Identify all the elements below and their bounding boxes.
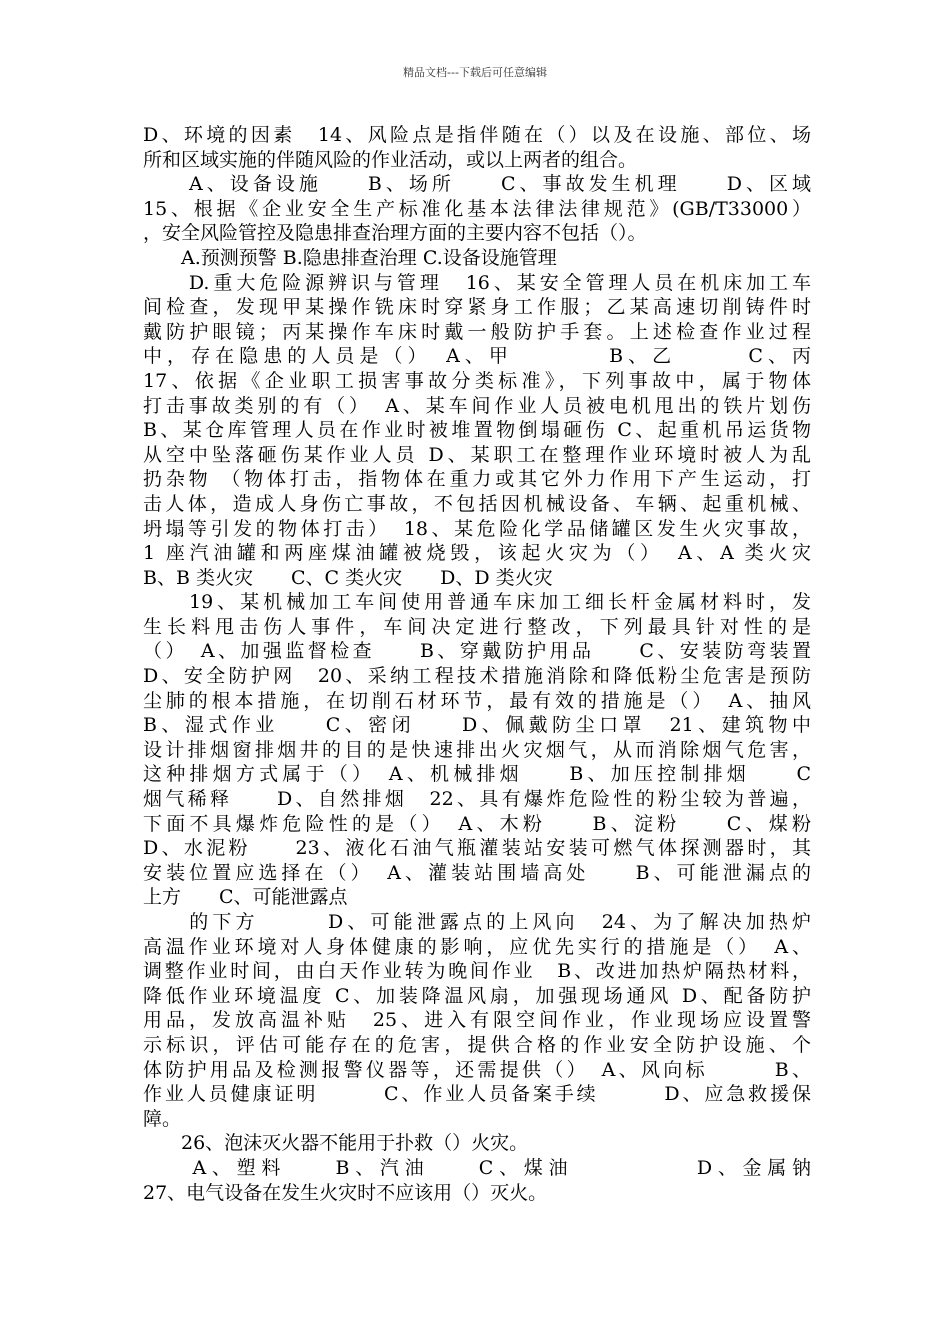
text-line: 调整作业时间，由白天作业转为晚间作业 B、改进加热炉隔热材料， xyxy=(143,960,811,983)
text-line: 间检查，发现甲某操作铣床时穿紧身工作服；乙某高速切削铸件时 xyxy=(143,296,811,319)
page-header: 精品文档---下载后可任意编辑 xyxy=(403,66,547,79)
text-line: 27、电气设备在发生火灾时不应该用（）灭火。 xyxy=(143,1181,548,1204)
text-line: 扔杂物 （物体打击，指物体在重力或其它外力作用下产生运动，打 xyxy=(143,468,811,491)
document-body xyxy=(143,123,811,1205)
text-line: 坍塌等引发的物体打击） 18、某危险化学品储罐区发生火灾事故， xyxy=(143,517,811,540)
text-line: D、安全防护网 20、采纳工程技术措施消除和降低粉尘危害是预防 xyxy=(143,665,811,688)
text-line: 安装位置应选择在（） A、灌装站围墙高处 B、可能泄漏点的 xyxy=(143,861,811,884)
text-line: 设计排烟窗排烟井的目的是快速排出火灾烟气，从而消除烟气危害， xyxy=(143,738,811,761)
text-line: A.预测预警 B.隐患排查治理 C.设备设施管理 xyxy=(143,246,557,269)
text-line: 生长料甩击伤人事件，车间决定进行整改，下列最具针对性的是 xyxy=(143,615,811,638)
text-line: 体防护用品及检测报警仪器等，还需提供（） A、风向标 B、 xyxy=(143,1058,811,1081)
text-line: 从空中坠落砸伤某作业人员 D、某职工在整理作业环境时被人为乱 xyxy=(143,443,811,466)
text-line: A、塑料 B、汽油 C、煤油 D、金属钠 xyxy=(143,1156,811,1179)
text-line: 示标识，评估可能存在的危害，提供合格的作业安全防护设施、个 xyxy=(143,1033,811,1056)
text-line: 障。 xyxy=(143,1107,182,1130)
text-line: A、设备设施 B、场所 C、事故发生机理 D、区域 xyxy=(143,173,811,196)
text-line: 15、根据《企业安全生产标准化基本法律法律规范》(GB/T33000） xyxy=(143,197,811,220)
text-line: 下面不具爆炸危险性的是（） A、木粉 B、淀粉 C、煤粉 xyxy=(143,812,811,835)
text-line: 17、依据《企业职工损害事故分类标准》，下列事故中，属于物体 xyxy=(143,369,811,392)
text-line: 中，存在隐患的人员是（） A、甲 B、乙 C、丙 xyxy=(143,345,811,368)
text-line: （） A、加强监督检查 B、穿戴防护用品 C、安装防弯装置 xyxy=(143,640,811,663)
text-line: ，安全风险管控及隐患排查治理方面的主要内容不包括（）。 xyxy=(143,222,647,245)
text-line: B、B 类火灾 C、C 类火灾 D、D 类火灾 xyxy=(143,566,553,589)
text-line: 戴防护眼镜；丙某操作车床时戴一般防护手套。上述检查作业过程 xyxy=(143,320,811,343)
text-line: D、水泥粉 23、液化石油气瓶灌装站安装可燃气体探测器时，其 xyxy=(143,837,811,860)
text-line: 上方 C、可能泄露点 xyxy=(143,886,348,909)
text-line: 的下方 D、可能泄露点的上风向 24、为了解决加热炉 xyxy=(143,911,811,933)
text-line: D.重大危险源辨识与管理 16、某安全管理人员在机床加工车 xyxy=(143,271,811,294)
text-line: 烟气稀释 D、自然排烟 22、具有爆炸危险性的粉尘较为普遍， xyxy=(143,788,811,811)
text-line: 降低作业环境温度 C、加装降温风扇，加强现场通风 D、配备防护 xyxy=(143,984,811,1007)
text-line: 尘肺的根本措施，在切削石材环节，最有效的措施是（） A、抽风 xyxy=(143,689,811,712)
text-line: 所和区域实施的伴随风险的作业活动，或以上两者的组合。 xyxy=(143,148,638,171)
text-line: 26、泡沫灭火器不能用于扑救（）火灾。 xyxy=(143,1132,529,1155)
text-line: 打击事故类别的有（） A、某车间作业人员被电机甩出的铁片划伤 xyxy=(143,394,811,417)
text-line: 击人体，造成人身伤亡事故，不包括因机械设备、车辆、起重机械、 xyxy=(143,492,811,515)
text-line: 作业人员健康证明 C、作业人员备案手续 D、应急救援保 xyxy=(143,1083,811,1106)
text-line: 这种排烟方式属于（） A、机械排烟 B、加压控制排烟 C xyxy=(143,763,811,786)
text-line: 用品，发放高温补贴 25、进入有限空间作业，作业现场应设置警 xyxy=(143,1009,811,1032)
text-line: B、湿式作业 C、密闭 D、佩戴防尘口罩 21、建筑物中 xyxy=(143,714,811,737)
text-line: B、某仓库管理人员在作业时被堆置物倒塌砸伤 C、起重机吊运货物 xyxy=(143,419,811,442)
text-line: D、环境的因素 14、风险点是指伴随在（）以及在设施、部位、场 xyxy=(143,124,811,146)
text-line: 1 座汽油罐和两座煤油罐被烧毁，该起火灾为（） A、A 类火灾 xyxy=(143,542,811,565)
text-line: 高温作业环境对人身体健康的影响，应优先实行的措施是（） A、 xyxy=(143,935,811,958)
text-line: 19、某机械加工车间使用普通车床加工细长杆金属材料时，发 xyxy=(143,591,811,614)
